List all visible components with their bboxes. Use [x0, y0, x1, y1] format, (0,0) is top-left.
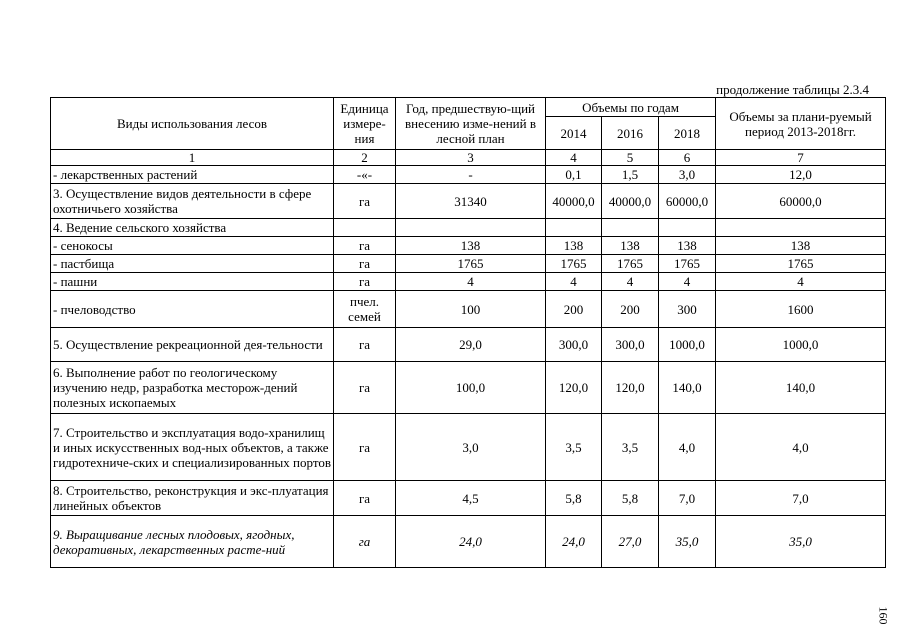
row-value-2018: 4,0: [659, 414, 716, 481]
forest-use-table: [50, 97, 886, 568]
row-value-2018: 35,0: [659, 516, 716, 568]
row-value-2018: 138: [659, 237, 716, 255]
row-value-2016: 200: [602, 291, 659, 328]
row-previous-year-value: 4: [396, 273, 546, 291]
row-forest-use-name: 9. Выращивание лесных плодовых, ягодных, декоративных, лекарственных расте-ний: [51, 516, 334, 568]
row-value-2014: 1765: [546, 255, 602, 273]
table-row: [51, 414, 886, 481]
table-row: [51, 255, 886, 273]
row-previous-year-value: 100,0: [396, 362, 546, 414]
row-value-2018: 4: [659, 273, 716, 291]
row-previous-year-value: 31340: [396, 184, 546, 219]
row-unit: га: [334, 516, 396, 568]
column-number: 1: [51, 150, 334, 166]
row-value-2014: 300,0: [546, 328, 602, 362]
table-row: [51, 362, 886, 414]
row-value-2018: 1765: [659, 255, 716, 273]
row-unit: га: [334, 328, 396, 362]
row-forest-use-name: - сенокосы: [51, 237, 334, 255]
row-previous-year-value: [396, 219, 546, 237]
table-row: [51, 516, 886, 568]
header-year-2016: 2016: [602, 117, 659, 150]
header-year-2018: 2018: [659, 117, 716, 150]
row-value-2016: 27,0: [602, 516, 659, 568]
row-forest-use-name: 3. Осуществление видов деятельности в сфере охотничьего хозяйства: [51, 184, 334, 219]
row-value-2014: 5,8: [546, 481, 602, 516]
column-number: 3: [396, 150, 546, 166]
row-value-2014: 4: [546, 273, 602, 291]
row-value-2014: 3,5: [546, 414, 602, 481]
table-row: [51, 219, 886, 237]
column-number: 4: [546, 150, 602, 166]
row-value-2018: 60000,0: [659, 184, 716, 219]
column-number: 6: [659, 150, 716, 166]
row-planned-period-total: [716, 219, 886, 237]
row-unit: га: [334, 273, 396, 291]
row-previous-year-value: 100: [396, 291, 546, 328]
row-value-2014: [546, 219, 602, 237]
column-numbers-row: [51, 150, 886, 166]
row-previous-year-value: 24,0: [396, 516, 546, 568]
table-row: [51, 328, 886, 362]
row-value-2018: 140,0: [659, 362, 716, 414]
row-unit: га: [334, 481, 396, 516]
row-value-2018: 300: [659, 291, 716, 328]
row-forest-use-name: - лекарственных растений: [51, 166, 334, 184]
row-value-2016: [602, 219, 659, 237]
row-forest-use-name: - пастбища: [51, 255, 334, 273]
table-row: [51, 291, 886, 328]
row-forest-use-name: 4. Ведение сельского хозяйства: [51, 219, 334, 237]
row-value-2018: 3,0: [659, 166, 716, 184]
row-planned-period-total: 60000,0: [716, 184, 886, 219]
row-planned-period-total: 4,0: [716, 414, 886, 481]
row-forest-use-name: - пашни: [51, 273, 334, 291]
header-previous-year: Год, предшествую-щий внесению изме-нений в лесной план: [396, 98, 546, 150]
row-value-2014: 120,0: [546, 362, 602, 414]
row-unit: га: [334, 362, 396, 414]
row-value-2016: 4: [602, 273, 659, 291]
row-planned-period-total: 12,0: [716, 166, 886, 184]
table-row: [51, 184, 886, 219]
row-planned-period-total: 140,0: [716, 362, 886, 414]
row-previous-year-value: 138: [396, 237, 546, 255]
row-unit: га: [334, 237, 396, 255]
row-value-2018: 7,0: [659, 481, 716, 516]
row-unit: га: [334, 184, 396, 219]
row-value-2014: 24,0: [546, 516, 602, 568]
row-value-2018: 1000,0: [659, 328, 716, 362]
row-value-2014: 40000,0: [546, 184, 602, 219]
row-value-2016: 5,8: [602, 481, 659, 516]
table-row: [51, 273, 886, 291]
row-planned-period-total: 35,0: [716, 516, 886, 568]
row-value-2016: 300,0: [602, 328, 659, 362]
header-volumes-by-years: Объемы по годам: [546, 98, 716, 117]
column-number: 7: [716, 150, 886, 166]
header-forest-use-types: Виды использования лесов: [51, 98, 334, 150]
row-unit: -«-: [334, 166, 396, 184]
row-unit: га: [334, 414, 396, 481]
row-unit: пчел. семей: [334, 291, 396, 328]
row-value-2014: 138: [546, 237, 602, 255]
header-year-2014: 2014: [546, 117, 602, 150]
row-previous-year-value: 1765: [396, 255, 546, 273]
header-planned-period-volume: Объемы за плани-руемый период 2013-2018гг.: [716, 98, 886, 150]
column-number: 5: [602, 150, 659, 166]
row-previous-year-value: 3,0: [396, 414, 546, 481]
row-value-2016: 40000,0: [602, 184, 659, 219]
row-forest-use-name: 5. Осуществление рекреационной дея-тельности: [51, 328, 334, 362]
table-row: [51, 166, 886, 184]
row-forest-use-name: - пчеловодство: [51, 291, 334, 328]
row-previous-year-value: 29,0: [396, 328, 546, 362]
header-unit: Единица измере-ния: [334, 98, 396, 150]
row-planned-period-total: 1765: [716, 255, 886, 273]
row-planned-period-total: 7,0: [716, 481, 886, 516]
page-number: 160: [876, 606, 891, 625]
column-number: 2: [334, 150, 396, 166]
table-continuation-caption: продолжение таблицы 2.3.4: [716, 82, 869, 97]
row-unit: га: [334, 255, 396, 273]
row-forest-use-name: 6. Выполнение работ по геологическому изучению недр, разработка месторож-дений полезных ископаемых: [51, 362, 334, 414]
row-value-2018: [659, 219, 716, 237]
row-value-2016: 120,0: [602, 362, 659, 414]
row-value-2014: 0,1: [546, 166, 602, 184]
row-forest-use-name: 8. Строительство, реконструкция и экс-плуатация линейных объектов: [51, 481, 334, 516]
row-value-2016: 1765: [602, 255, 659, 273]
row-value-2016: 138: [602, 237, 659, 255]
table-row: [51, 481, 886, 516]
row-value-2016: 1,5: [602, 166, 659, 184]
row-planned-period-total: 1000,0: [716, 328, 886, 362]
table-row: [51, 237, 886, 255]
row-unit: [334, 219, 396, 237]
row-forest-use-name: 7. Строительство и эксплуатация водо-хранилищ и иных искусственных вод-ных объектов, а также гидротехниче-ских и специализированных портов: [51, 414, 334, 481]
row-planned-period-total: 1600: [716, 291, 886, 328]
row-previous-year-value: 4,5: [396, 481, 546, 516]
row-planned-period-total: 4: [716, 273, 886, 291]
row-planned-period-total: 138: [716, 237, 886, 255]
row-value-2014: 200: [546, 291, 602, 328]
row-value-2016: 3,5: [602, 414, 659, 481]
row-previous-year-value: -: [396, 166, 546, 184]
